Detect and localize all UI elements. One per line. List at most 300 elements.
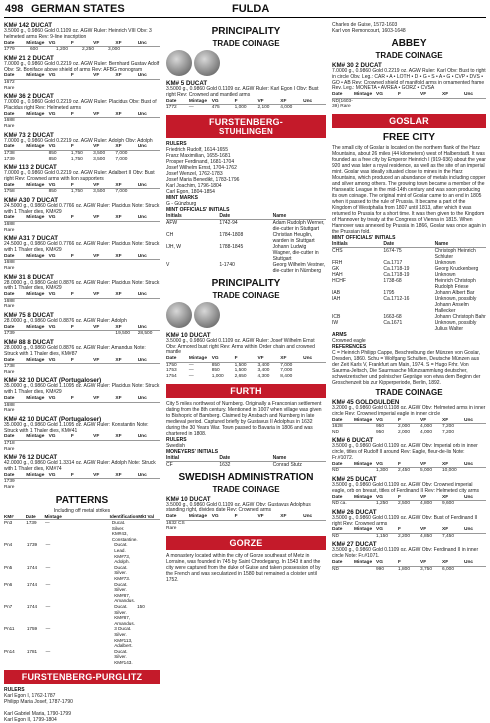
column-header: VG bbox=[48, 182, 56, 188]
column-header: VG bbox=[48, 144, 56, 150]
table-cell bbox=[26, 364, 48, 375]
table-cell bbox=[26, 299, 48, 310]
column-header: Mintage bbox=[26, 73, 45, 79]
table-cell: 3 Ducat. Silver. KM#113, Adalbert. bbox=[114, 626, 133, 649]
entry-description: 24.5000 g., 0.9860 Gold 0.7766 oz. AGW Ruler: Placidus Note: Struck with 1 Thaler dies, KM#29 bbox=[4, 241, 160, 254]
table-cell bbox=[354, 99, 376, 110]
table-row bbox=[4, 626, 160, 648]
column-header: Mintage bbox=[188, 514, 207, 520]
table-cell bbox=[137, 565, 160, 582]
column-header: F bbox=[70, 434, 74, 440]
table-cell: 1632 CS Rare bbox=[166, 520, 185, 532]
list-line: Carl Egon, 1804-1854 bbox=[166, 188, 215, 195]
trade-coinage-heading-3: TRADE COINAGE bbox=[212, 484, 280, 494]
column-header: F bbox=[398, 527, 401, 533]
column-header: VG bbox=[376, 461, 383, 467]
column-header: VG bbox=[376, 92, 383, 98]
table-cell: IAH bbox=[332, 295, 341, 302]
table-cell: 19,500 bbox=[115, 331, 131, 337]
table-cell bbox=[115, 403, 137, 414]
table-cell bbox=[26, 479, 48, 490]
table-cell: 1674-75 bbox=[383, 247, 402, 254]
table-row bbox=[4, 118, 160, 129]
table-cell: Johann Albert Bar bbox=[434, 289, 475, 296]
entry-description: 3.5000 g., 0.9860 Gold 0.1109 oz. AGW Obv: Imperial orb in inner circle, titles of Rudolf II around Rev: Eagle, fleur-de-lis Note: Fr.#1072. bbox=[332, 443, 478, 461]
table-cell: 3,500 bbox=[93, 189, 106, 195]
entry-description: 3.5000 g., 0.9860 Gold 0.1109 oz. AGW Obv: Crowned imperial eagle, orb on breast, titles of Ferdinand II Rev: Helmeted city arms bbox=[332, 481, 480, 494]
table-cell: ND bbox=[332, 566, 339, 572]
table-cell: 3,000 bbox=[108, 47, 121, 53]
coin-obverse-image bbox=[166, 302, 192, 328]
table-cell: 7,450 bbox=[442, 533, 455, 539]
table-cell bbox=[235, 521, 258, 532]
table-cell: — bbox=[45, 626, 51, 632]
table-cell: Pn11 bbox=[4, 626, 15, 632]
table-cell bbox=[115, 441, 137, 452]
table-cell: 4,000 bbox=[280, 105, 293, 111]
table-header bbox=[4, 215, 160, 222]
entry-title: KM# 75 8 DUCAT bbox=[4, 312, 54, 320]
column-header: Unc bbox=[137, 111, 147, 117]
mint-marks-text: G - Günzburg bbox=[166, 200, 197, 207]
column-header: VG bbox=[48, 324, 56, 330]
entry-title: KM# 36 2 DUCAT bbox=[4, 93, 54, 101]
table-cell: 3,400 bbox=[257, 368, 270, 374]
list-line: Charles de Guise, 1572-1603 bbox=[332, 22, 398, 28]
section-band-furth: FURTH bbox=[166, 384, 326, 398]
furth-description: City 5 miles northwest of Nurnberg. Originally a Franconian settlement dating from the 8th century. Mentioned in 1007 when village was given to Bishopric of Bamberg. Claimed by Ansbach and Nurnberg in late medieval period. Captured briefly by Gustavus II Adolphus in 1632 during the 30 Years War. Town passed to Bavaria in 1806 and was chartered in 1808. bbox=[166, 400, 322, 437]
table-cell: 850 bbox=[48, 156, 57, 162]
column-header: VF bbox=[93, 144, 100, 150]
table-cell: 950 bbox=[376, 424, 385, 430]
column-header: Date bbox=[4, 472, 15, 478]
column-header: Date bbox=[4, 40, 15, 46]
entry-description: 24.5000 g., 0.9860 Gold 0.7766 oz. AGW Ruler: Placidus Note: Struck with 1 Thaler dies, KM#29 bbox=[4, 202, 160, 215]
table-cell bbox=[115, 479, 137, 490]
column-header: Date bbox=[219, 454, 231, 461]
table-cell: CH bbox=[166, 231, 174, 238]
table-cell: 1759 bbox=[26, 626, 38, 632]
entry-description: 3.5000 g., 0.9860 Gold 0.1109 oz. AGW Obv: Bust of Ferdinand II right Rev: Crowned arms bbox=[332, 514, 478, 527]
table-cell: ICB bbox=[332, 313, 341, 320]
table-cell: 3,500 bbox=[93, 156, 106, 162]
table-cell: 1688 Rare bbox=[4, 260, 15, 272]
table-cell: 1739 bbox=[26, 520, 37, 526]
column-header: Name bbox=[272, 212, 287, 219]
column-header: Unc bbox=[137, 144, 147, 150]
column-header: F bbox=[70, 144, 74, 150]
table-cell: 850 bbox=[48, 150, 57, 156]
table-cell bbox=[376, 99, 398, 110]
table-cell: 2,000 bbox=[398, 429, 411, 435]
value-table bbox=[4, 473, 160, 491]
column-header: Unc bbox=[137, 357, 147, 363]
entry-title: KM# 26 DUCAT bbox=[332, 508, 377, 516]
table-cell bbox=[138, 364, 160, 375]
column-header: F bbox=[70, 324, 74, 330]
entry-title: KM# 25 DUCAT bbox=[332, 475, 377, 483]
table-cell: Unknown, possibly Johann Anselm Hallecker bbox=[434, 295, 477, 314]
column-header: VF bbox=[420, 417, 427, 423]
column-header: Mintage bbox=[354, 417, 373, 423]
table-row bbox=[4, 189, 160, 195]
column-header: VF bbox=[257, 514, 264, 520]
column-header: Unc bbox=[137, 73, 147, 79]
table-cell: IJH, W bbox=[166, 243, 181, 250]
table-cell bbox=[26, 80, 48, 91]
table-cell: 1,000 bbox=[234, 105, 247, 111]
catalog-entry bbox=[4, 164, 160, 195]
table-cell: 950 bbox=[376, 429, 385, 435]
table-cell bbox=[71, 260, 93, 271]
table-row bbox=[4, 649, 160, 666]
table-cell: 850 bbox=[211, 368, 220, 374]
section-band-gorze: GORZE bbox=[166, 536, 326, 550]
column-header: Mintage bbox=[26, 292, 45, 298]
table-cell: 1672 Rare bbox=[4, 79, 15, 91]
column-header: Unc bbox=[464, 560, 474, 566]
entry-description: 7.0000 g., 0.9860 Gold 0.2219 oz. AGW Ruler: Karl Obv: Bust to right in circle Obv. Leg.: CAR • A • LOTH • D • G • S • A • G • CVP • DVS • GO • AB Rev: Crowned shield of manifold arms in ornamented frame Rev. Leg.: MONETA • AVREA • GORZ • CVSA bbox=[332, 68, 486, 92]
table-cell: 3,750 bbox=[420, 566, 433, 572]
column-header: Date bbox=[4, 111, 15, 117]
column-header: F bbox=[234, 98, 238, 104]
list-line: Karl Gabriel Maria, 1790-1799 bbox=[4, 710, 71, 717]
value-table bbox=[332, 418, 486, 436]
table-cell bbox=[71, 364, 93, 375]
column-header: Mintage bbox=[188, 98, 207, 104]
table-cell: Conrad Stutz bbox=[272, 461, 302, 468]
table-cell: Johann Christoph Bahr bbox=[434, 313, 486, 320]
trade-coinage-heading-2: TRADE COINAGE bbox=[375, 387, 443, 397]
value-table bbox=[4, 254, 160, 272]
table-cell: 850 bbox=[48, 189, 57, 195]
rulers-text: Swedish bbox=[166, 442, 185, 449]
table-cell bbox=[420, 99, 442, 110]
column-header: Mintage bbox=[26, 40, 45, 46]
table-cell: 1784-1808 bbox=[219, 231, 244, 238]
entry-description: 7.0000 g., 0.9860 Gold 0.2219 oz. AGW Ruler: Placidus Obv: Bust of Placidus right Rev: Helmeted arms bbox=[4, 99, 157, 111]
column-header: VG bbox=[48, 434, 56, 440]
table-cell: 1718 Rare bbox=[4, 440, 15, 452]
column-header: VF bbox=[93, 73, 100, 79]
table-cell: ND bbox=[332, 468, 339, 474]
column-header: XF bbox=[280, 98, 287, 104]
table-cell bbox=[93, 80, 115, 91]
list-line: Karl Egon II, 1799-1804 bbox=[4, 716, 57, 723]
table-header bbox=[166, 455, 326, 462]
table-cell: 1739 bbox=[4, 156, 15, 162]
entry-description: 28.0000 g., 0.9860 Gold 0.8876 oz. AGW Ruler: Placidus Note: Struck with 1 Thaler dies, KM#29 bbox=[4, 279, 160, 292]
column-header: F bbox=[70, 395, 74, 401]
table-cell: 1779 bbox=[4, 47, 15, 53]
column-header: Identification bbox=[109, 513, 139, 519]
table-row bbox=[166, 105, 326, 111]
table-cell: 1,300 bbox=[376, 468, 389, 474]
table-cell: 475 bbox=[211, 105, 220, 111]
table-cell bbox=[138, 118, 160, 129]
table-cell: Pn3 bbox=[4, 520, 13, 526]
column-header: F bbox=[70, 111, 74, 117]
table-row bbox=[332, 278, 486, 290]
table-cell bbox=[398, 99, 420, 110]
entry-description: 3.5000 g., 0.9860 Gold 0.1109 oz. AGW Ruler: Heinrich VIII Obv: 3 helmeted arms Rev: 9-line inscription bbox=[4, 28, 152, 40]
table-cell: 7,000 bbox=[115, 150, 128, 156]
column-header: VG bbox=[48, 73, 56, 79]
table-cell bbox=[49, 222, 71, 233]
column-header: VF bbox=[420, 527, 427, 533]
column-header: XF bbox=[280, 356, 287, 362]
table-cell bbox=[354, 468, 376, 474]
column-header: Date bbox=[4, 215, 15, 221]
entry-description: 7.0000 g., 0.9860 Gold 0.2219 oz. AGW Ruler: Adalbert II Obv: Bust right Rev: Crowned arms with lion supporters bbox=[4, 170, 155, 182]
table-cell bbox=[138, 80, 160, 91]
band-line-2: STUHLINGEN bbox=[219, 126, 273, 136]
rulers-heading: RULERS bbox=[166, 436, 187, 443]
table-cell bbox=[26, 441, 48, 452]
table-cell: HAH bbox=[332, 271, 343, 278]
entry-title: KM# 45 GOLDGULDEN bbox=[332, 398, 400, 406]
column-header: Mkt Val bbox=[138, 513, 155, 519]
column-header: Unc bbox=[137, 292, 147, 298]
table-cell bbox=[26, 331, 48, 337]
table-cell: 1758 bbox=[4, 189, 15, 195]
moneyers-heading: MONEYERS' INITIALS bbox=[166, 448, 219, 455]
table-cell bbox=[138, 189, 160, 195]
table-cell: 7,000 bbox=[115, 156, 128, 162]
table-cell bbox=[26, 260, 48, 271]
column-header: Mintage bbox=[26, 111, 45, 117]
entry-description: 3.5000 g., 0.9860 Gold 0.1109 oz. AGW Ruler: Karl Egon I Obv: Bust right Rev: Crowned and mantled arms bbox=[166, 86, 319, 98]
table-row bbox=[4, 80, 160, 91]
table-cell bbox=[137, 582, 160, 604]
column-header: F bbox=[398, 494, 401, 500]
column-header: XF bbox=[115, 215, 122, 221]
table-cell bbox=[189, 521, 212, 532]
column-header: VF bbox=[420, 560, 427, 566]
table-cell: 7,000 bbox=[280, 368, 293, 374]
column-header: Unc bbox=[303, 514, 313, 520]
column-header: XF bbox=[115, 182, 122, 188]
column-header: VF bbox=[257, 356, 264, 362]
table-cell bbox=[464, 501, 486, 507]
table-cell: ND(1603-39) Rare bbox=[332, 98, 353, 110]
table-cell: 1753 bbox=[166, 368, 177, 374]
value-table bbox=[166, 514, 326, 532]
table-cell: 1739 Rare bbox=[4, 479, 15, 490]
column-header: Mintage bbox=[354, 494, 373, 500]
entry-title: KM# 32 10 DUCAT (Portugaloser) bbox=[4, 377, 102, 385]
table-cell: Ducat. Silver. KM#143. bbox=[114, 648, 133, 665]
column-header: Unc bbox=[137, 434, 147, 440]
arms-text: Crowned eagle bbox=[332, 337, 366, 344]
column-header: Mintage bbox=[354, 560, 373, 566]
table-row bbox=[4, 565, 160, 582]
table-cell bbox=[115, 80, 137, 91]
catalog-entry bbox=[4, 339, 160, 375]
table-row bbox=[4, 520, 160, 542]
table-row bbox=[166, 521, 326, 532]
table-cell bbox=[49, 403, 71, 414]
table-header bbox=[4, 144, 160, 151]
value-table bbox=[332, 495, 486, 507]
table-cell: 1-1740 bbox=[219, 261, 235, 268]
table-row bbox=[332, 430, 486, 436]
entry-title: KM# 113 2 DUCAT bbox=[4, 164, 57, 172]
column-header: XF bbox=[115, 253, 122, 259]
table-cell bbox=[464, 534, 486, 540]
table-row bbox=[4, 260, 160, 271]
table-cell bbox=[137, 649, 160, 666]
mint-marks-heading: MINT MARKS bbox=[166, 194, 198, 201]
table-cell: 7,000 bbox=[115, 189, 128, 195]
catalog-entries-right bbox=[332, 399, 486, 572]
table-cell: Pn4 bbox=[4, 542, 13, 548]
table-cell bbox=[354, 534, 376, 540]
table-cell bbox=[115, 299, 137, 310]
catalog-entry bbox=[4, 312, 160, 337]
table-row bbox=[332, 468, 486, 474]
catalog-entry bbox=[4, 274, 160, 310]
swedish-admin-heading: SWEDISH ADMINISTRATION bbox=[178, 471, 314, 483]
column-header: F bbox=[70, 472, 74, 478]
column-header: F bbox=[234, 356, 238, 362]
running-head-state: GERMAN STATES bbox=[31, 3, 125, 15]
table-cell: 1744 bbox=[26, 564, 38, 570]
column-header: Mintage bbox=[26, 472, 45, 478]
column-header: Date bbox=[4, 144, 15, 150]
table-cell: 1781 bbox=[26, 648, 38, 654]
table-row bbox=[4, 441, 160, 452]
column-header: VF bbox=[93, 182, 100, 188]
table-cell bbox=[138, 403, 160, 414]
column-header: Unc bbox=[464, 92, 474, 98]
table-header bbox=[4, 358, 160, 365]
column-header: VG bbox=[211, 514, 219, 520]
table-cell: — bbox=[188, 373, 194, 379]
table-row bbox=[332, 534, 486, 540]
coin-reverse-image bbox=[194, 302, 220, 328]
table-cell bbox=[49, 299, 71, 310]
mint-officials-table bbox=[166, 213, 326, 274]
table-cell: Ca.1718-19 bbox=[383, 271, 410, 278]
column-header: Date bbox=[166, 356, 177, 362]
value-table bbox=[4, 183, 160, 195]
table-cell: Johann Ludwig Wagner, die-cutter in Stuttgart bbox=[272, 243, 319, 262]
column-header: Unc bbox=[464, 494, 474, 500]
table-row bbox=[4, 582, 160, 604]
table-cell: 850 bbox=[211, 362, 220, 368]
table-cell: ND ca. bbox=[332, 501, 347, 507]
column-header: XF bbox=[442, 560, 449, 566]
table-cell: 1739 bbox=[4, 331, 15, 337]
column-header: VF bbox=[93, 434, 100, 440]
column-header: KM# bbox=[4, 513, 14, 519]
table-cell: — bbox=[188, 362, 194, 368]
value-table bbox=[332, 241, 486, 332]
column-header: VF bbox=[93, 215, 100, 221]
table-cell: 7,000 bbox=[280, 362, 293, 368]
section-band-goslar: GOSLAR bbox=[332, 114, 486, 128]
table-cell: V bbox=[166, 261, 170, 268]
table-cell bbox=[115, 260, 137, 271]
table-cell: 1772 bbox=[166, 105, 177, 111]
table-cell: 990 bbox=[376, 566, 385, 572]
column-header: XF bbox=[115, 73, 122, 79]
column-header: VG bbox=[48, 395, 56, 401]
table-cell: 1738 bbox=[4, 150, 15, 156]
column-header: XF bbox=[442, 92, 449, 98]
table-cell: 2,500 bbox=[398, 501, 411, 507]
catalog-entry bbox=[166, 80, 326, 111]
table-cell bbox=[71, 479, 93, 490]
table-cell: 8,400 bbox=[280, 373, 293, 379]
column-header: Date bbox=[332, 461, 343, 467]
patterns-subheading: Including off metal strikes bbox=[53, 507, 111, 514]
list-line: Josef Wilhelm Ernst, 1704-1762 bbox=[166, 164, 237, 171]
table-cell bbox=[71, 299, 93, 310]
table-cell: Heinrich Christoph Rudolph Friese bbox=[434, 277, 476, 290]
catalog-entry bbox=[4, 416, 160, 452]
table-cell bbox=[71, 222, 93, 233]
table-cell bbox=[138, 157, 160, 163]
table-header bbox=[332, 560, 486, 567]
column-header: Date bbox=[332, 417, 343, 423]
table-cell bbox=[26, 222, 48, 233]
catalog-entry bbox=[332, 399, 486, 435]
column-header: Date bbox=[4, 253, 15, 259]
column-header: Date bbox=[4, 324, 15, 330]
column-header: F bbox=[398, 560, 401, 566]
column-header: Date bbox=[4, 357, 15, 363]
table-row bbox=[4, 403, 160, 414]
table-cell bbox=[26, 118, 48, 129]
column-header: Initial bbox=[166, 454, 180, 461]
table-header bbox=[332, 527, 486, 534]
table-cell bbox=[354, 430, 376, 436]
table-cell bbox=[464, 99, 486, 110]
value-table bbox=[4, 215, 160, 233]
column-header: XF bbox=[442, 461, 449, 467]
table-cell: 1,150 bbox=[376, 533, 389, 539]
value-table bbox=[332, 92, 486, 110]
column-header: Mintage bbox=[354, 527, 373, 533]
principality-heading-2: PRINCIPALITY bbox=[211, 277, 281, 289]
table-cell bbox=[115, 222, 137, 233]
entry-title: KM# 10 DUCAT bbox=[166, 331, 211, 339]
table-cell bbox=[93, 222, 115, 233]
table-cell: 3,400 bbox=[257, 362, 270, 368]
column-header: F bbox=[70, 292, 74, 298]
table-cell: 4,800 bbox=[420, 501, 433, 507]
table-cell: Ca.1671 bbox=[383, 319, 403, 326]
table-cell bbox=[26, 403, 48, 414]
table-cell bbox=[49, 441, 71, 452]
table-cell bbox=[134, 47, 160, 53]
table-cell: ND bbox=[332, 533, 339, 539]
table-cell: 1,750 bbox=[70, 150, 83, 156]
column-header: Mintage bbox=[26, 144, 45, 150]
value-table bbox=[166, 213, 326, 274]
value-table bbox=[4, 41, 160, 53]
table-cell: 2,450 bbox=[398, 468, 411, 474]
table-cell: Christoph Heinrich Schluter bbox=[434, 247, 476, 260]
section-band-furstenberg-purglitz: FURSTENBERG-PURGLITZ bbox=[4, 670, 160, 684]
moneyers-table bbox=[166, 455, 326, 468]
table-cell: CF bbox=[166, 461, 173, 468]
entry-title: KM# 88 8 DUCAT bbox=[4, 339, 54, 346]
column-header: Mintage bbox=[26, 215, 45, 221]
column-header: XF bbox=[115, 111, 122, 117]
